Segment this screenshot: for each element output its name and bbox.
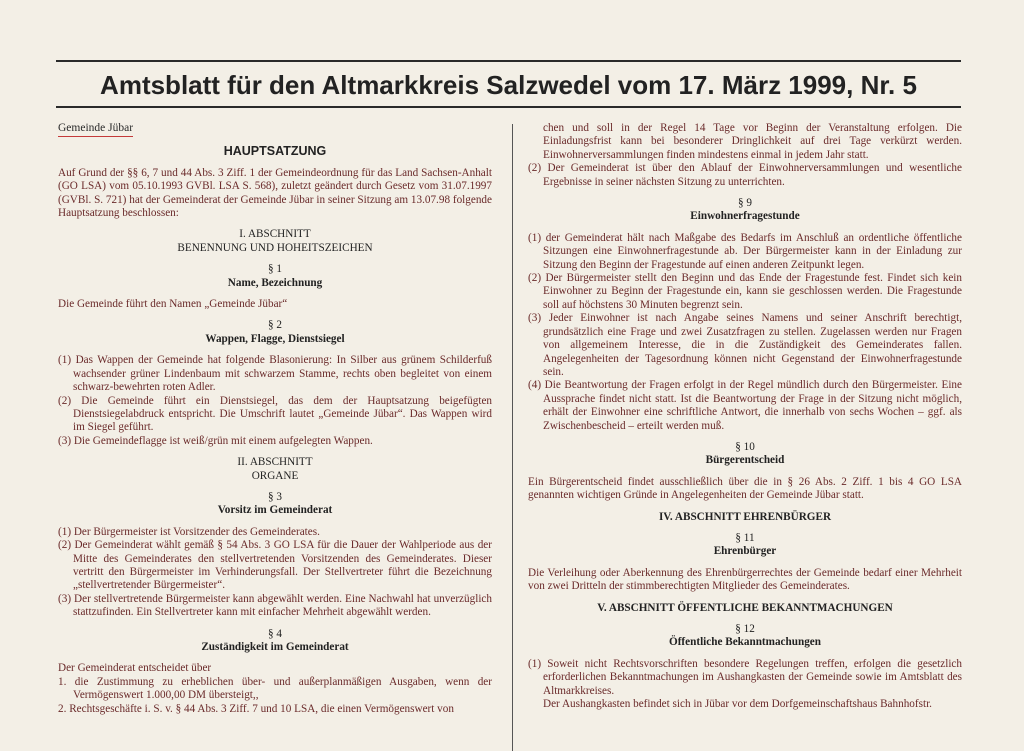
paragraph-1-number: § 1 <box>268 263 282 276</box>
continued-text: chen und soll in der Regel 14 Tage vor Beginn der Veranstaltung erfolgen. Die Einladungsfrist kann bei besonderer Dringlichkeit auf drei Tage verkürzt werden. Einwohnerversammlungen finden mindestens einmal in jedem Jahr statt. <box>543 122 962 161</box>
list-item: Der Aushangkasten befindet sich in Jübar vor dem Dorfgemeinschaftshaus Bahnhofstr. <box>543 698 932 711</box>
section-1-title: BENENNUNG UND HOHEITSZEICHEN <box>177 241 373 254</box>
list-item: (4) Die Beantwortung der Fragen erfolgt in der Regel mündlich durch den Bürgermeister. Eine Aussprache findet nicht statt. Ist die Beantwortung der Frage in der Sitzung nicht möglich, erhält der Einwohner eine schriftliche Antwort, die innerhalb von sechs Wochen – ggf. als Zwischenbescheid – erteilt werden muß. <box>528 379 962 432</box>
municipality-heading: Gemeinde Jübar <box>58 122 133 137</box>
list-item: (1) Das Wappen der Gemeinde hat folgende Blasonierung: In Silber aus grünem Schilderfuß wachsender grüner Lindenbaum mit schwarzem Stamme, rechts oben begleitet von einem schwarz-bewehrten roten Adler. <box>58 354 492 394</box>
paragraph-4-number: § 4 <box>268 627 282 640</box>
column-divider <box>512 124 513 751</box>
section-5-heading: V. ABSCHNITT ÖFFENTLICHE BEKANNTMACHUNGEN <box>597 601 893 614</box>
paragraph-9-name: Einwohnerfragestunde <box>690 210 800 223</box>
right-column <box>528 122 962 711</box>
list-item: 1. die Zustimmung zu erheblichen über- und außerplanmäßigen Ausgaben, wenn der Vermögenswert 1.000,00 DM übersteigt,, <box>58 675 492 702</box>
preamble: Auf Grund der §§ 6, 7 und 44 Abs. 3 Ziff. 1 der Gemeindeordnung für das Land Sachsen-Anhalt (GO LSA) vom 05.10.1993 GVBl. LSA S. 568), zuletzt geändert durch Gesetz vom 31.07.1997 (GVBl. S. 721) hat der Gemeinderat der Gemeinde Jübar in seiner Sitzung am 13.07.98 folgende Hauptsatzung beschlossen: <box>58 166 492 220</box>
section-2-heading <box>58 456 492 483</box>
list-item: (2) Der Bürgermeister stellt den Beginn und das Ende der Fragestunde fest. Findet sich kein Einwohner zu Beginn der Fragestunde ein, kann sie geschlossen werden. Die Fragestunde soll auf höchstens 30 Minuten begrenzt sein. <box>528 272 962 311</box>
paragraph-2-heading <box>58 319 492 346</box>
paragraph-9-number: § 9 <box>738 197 752 210</box>
paragraph-12-heading <box>528 623 962 650</box>
paragraph-3-number: § 3 <box>268 490 282 503</box>
masthead-rule-bottom <box>56 106 961 108</box>
paragraph-10-number: § 10 <box>735 440 755 453</box>
masthead-title: Amtsblatt für den Altmarkkreis Salzwedel vom 17. März 1999, Nr. 5 <box>100 70 917 100</box>
document-title: HAUPTSATZUNG <box>223 144 327 159</box>
paragraph-1-name: Name, Bezeichnung <box>227 276 323 289</box>
list-item: (1) der Gemeinderat hält nach Maßgabe des Bedarfs im Anschluß an ordentliche öffentliche Sitzungen eine Einwohnerfragestunde ab. Der Bürgermeister kann in der Einladung zur Sitzung den Beginn der Fragestunde auf einen anderen Zeitpunkt legen. <box>528 231 962 271</box>
list-item: (2) Der Gemeinderat wählt gemäß § 54 Abs. 3 GO LSA für die Dauer der Wahlperiode aus der Mitte des Gemeinderates den stellvertretenden Vorsitzenden des Gemeinderates. Dieser vertritt den Bürgermeister im Verhinderungsfall. Der Stellvertreter führt die Bezeichnung „stellvertretender Bürgermeister“. <box>58 539 492 592</box>
list-item: (2) Die Gemeinde führt ein Dienstsiegel, das dem der Hauptsatzung beigefügten Dienstsiegelabdruck entspricht. Die Umschrift lautet „Gemeinde Jübar“. Das Wappen wird im Siegel geführt. <box>58 394 492 434</box>
paragraph-4-name: Zuständigkeit im Gemeinderat <box>201 641 349 653</box>
paragraph-12-name: Öffentliche Bekanntmachungen <box>669 636 821 649</box>
section-2-number: II. ABSCHNITT <box>237 456 313 469</box>
left-column <box>58 122 492 716</box>
section-1-number: I. ABSCHNITT <box>239 228 311 241</box>
list-item: (2) Der Gemeinderat ist über den Ablauf der Einwohnerversammlungen und wesentliche Ergebnisse in seiner nächsten Sitzung zu unterrichten. <box>528 162 962 188</box>
paragraph-2-number: § 2 <box>268 319 282 332</box>
paragraph-11-text: Die Verleihung oder Aberkennung des Ehrenbürgerrechtes der Gemeinde bedarf einer Mehrheit von zwei Dritteln der stimmberechtigten Mitglieder des Gemeinderates. <box>528 566 962 593</box>
paragraph-1-text: Die Gemeinde führt den Namen „Gemeinde Jübar“ <box>58 298 288 311</box>
list-item: 2. Rechtsgeschäfte i. S. v. § 44 Abs. 3 Ziff. 7 und 10 LSA, die einen Vermögenswert von <box>58 702 454 715</box>
paragraph-11-name: Ehrenbürger <box>713 545 777 558</box>
list-item: (3) Der stellvertretende Bürgermeister kann abgewählt werden. Eine Nachwahl hat unverzüglich stattzufinden. Ein Stellvertreter kann mit einfacher Mehrheit abgewählt werden. <box>58 592 492 619</box>
paragraph-4-intro: Der Gemeinderat entscheidet über <box>58 662 212 675</box>
paragraph-11-number: § 11 <box>735 531 755 544</box>
list-item: (1) Der Bürgermeister ist Vorsitzender des Gemeinderates. <box>58 525 320 538</box>
paragraph-9-heading <box>528 197 962 224</box>
section-4-heading: IV. ABSCHNITT EHRENBÜRGER <box>658 510 832 523</box>
paragraph-10-name: Bürgerentscheid <box>705 454 785 467</box>
paragraph-4-heading <box>58 628 492 655</box>
masthead-rule-top <box>56 60 961 62</box>
list-item: (3) Jeder Einwohner ist nach Angabe seines Namens und seiner Anschrift berechtigt, grundsätzlich eine Frage und zwei Zusatzfragen zu stellen. Zugelassen werden nur Fragen von allgemeinem Interesse, die in die Zuständigkeit des Gemeinderates fallen. Angelegenheiten der Tagesordnung können nicht Gegenstand der Einwohnerfragestunde sein. <box>528 312 962 378</box>
paragraph-3-name: Vorsitz im Gemeinderat <box>217 504 333 517</box>
paragraph-3-heading <box>58 491 492 518</box>
paragraph-2-name: Wappen, Flagge, Dienstsiegel <box>205 332 345 345</box>
list-item: (3) Die Gemeindeflagge ist weiß/grün mit einem aufgelegten Wappen. <box>58 434 373 447</box>
section-1-heading <box>58 228 492 255</box>
paragraph-1-heading <box>58 263 492 290</box>
paragraph-11-heading <box>528 532 962 559</box>
paragraph-12-number: § 12 <box>735 623 755 635</box>
list-item: (1) Soweit nicht Rechtsvorschriften besondere Regelungen treffen, erfolgen die gesetzlich erforderlichen Bekanntmachungen im Aushangkasten der Gemeinde sowie im Amtsblatt des Altmarkkreises. <box>528 657 962 697</box>
section-2-title: ORGANE <box>251 469 299 482</box>
paragraph-10-text: Ein Bürgerentscheid findet ausschließlich über die in § 26 Abs. 2 Ziff. 1 bis 4 GO LSA genannten wichtigen Gründe in Angelegenheiten der Gemeinde Jübar statt. <box>528 475 962 502</box>
paragraph-10-heading <box>528 441 962 468</box>
